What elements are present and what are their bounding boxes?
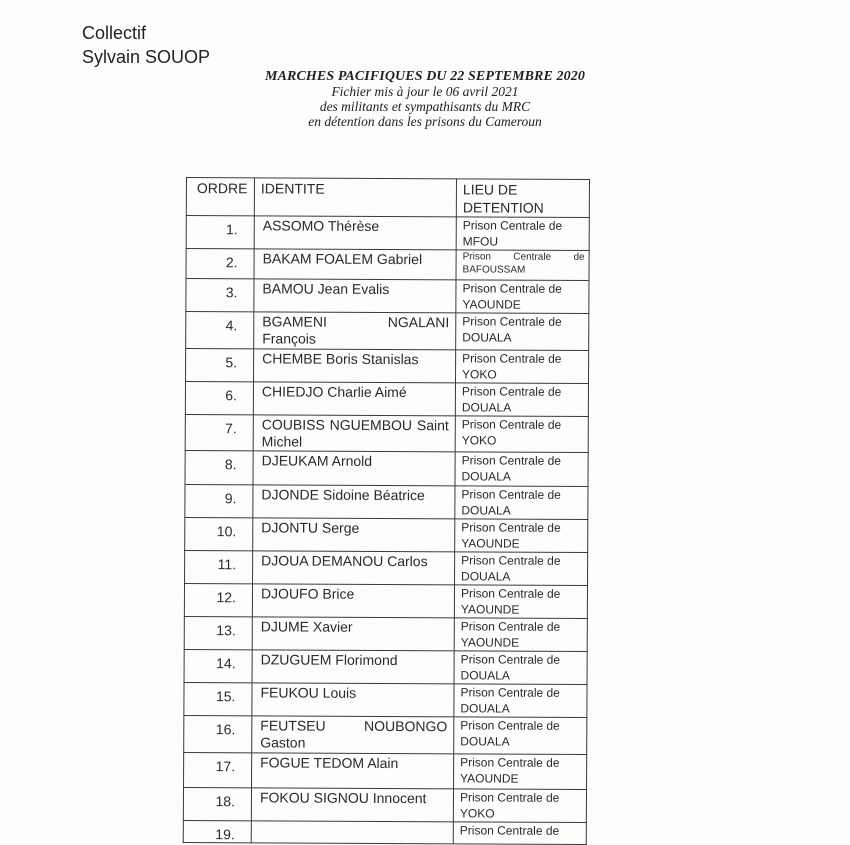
- row-order-number: 17.: [184, 752, 252, 787]
- row-order-number: 10.: [185, 517, 253, 550]
- row-identity: DZUGUEM Florimond: [252, 650, 454, 684]
- row-order-number: 6.: [185, 382, 253, 415]
- detention-prison-label: Prison Centrale de: [460, 755, 560, 770]
- row-detention-place: [456, 313, 589, 351]
- detention-prison-label: Prison Centrale de: [460, 652, 561, 667]
- row-order-number: 3.: [186, 279, 254, 312]
- row-order-number: 14.: [184, 649, 252, 682]
- heading-subject: des militants et sympathisants du MRC: [319, 99, 531, 114]
- row-order-number: 12.: [184, 583, 252, 616]
- document-heading: [230, 69, 620, 129]
- row-identity: COUBISS NGUEMBOU Saint Michel: [253, 415, 455, 452]
- org-line-collectif: Collectif: [82, 23, 147, 43]
- table-row: [185, 414, 588, 452]
- row-detention-place: [454, 585, 587, 619]
- detention-prison-label: Prison Centrale de: [460, 685, 560, 700]
- table-row: [186, 349, 589, 384]
- detention-city: BAFOUSSAM: [462, 264, 526, 276]
- detention-prison-label: Prison Centrale de: [461, 553, 561, 568]
- table-row: [186, 249, 589, 281]
- row-detention-place: [454, 717, 587, 755]
- row-identity: DJEUKAM Arnold: [253, 451, 455, 486]
- table-row: [185, 517, 588, 552]
- row-detention-place: [456, 250, 589, 281]
- detention-prison-label: Prison Centrale de: [460, 586, 561, 601]
- row-identity: BAKAM FOALEM Gabriel: [254, 249, 456, 280]
- detention-city: YOKO: [459, 805, 495, 821]
- detention-prison-label: Prison Centrale de: [460, 619, 561, 634]
- row-identity: DJONDE Sidoine Béatrice: [253, 485, 455, 519]
- heading-title: MARCHES PACIFIQUES DU 22 SEPTEMBRE 2020: [265, 69, 585, 84]
- detention-prison-label: Prison Centrale de: [462, 251, 585, 263]
- row-order-number: 8.: [185, 450, 253, 484]
- table-row: [183, 820, 586, 844]
- table-row: [186, 312, 589, 351]
- detention-city: YAOUNDE: [462, 296, 521, 312]
- detention-city: DOUALA: [460, 733, 510, 749]
- row-detention-place: [455, 416, 588, 453]
- row-detention-place: [455, 486, 588, 520]
- heading-scope: en détention dans les prisons du Cameroun: [308, 114, 542, 129]
- row-order-number: 4.: [186, 312, 254, 349]
- table-row: [185, 550, 588, 585]
- row-identity: FOGUE TEDOM Alain: [252, 753, 454, 789]
- detention-prison-label: Prison Centrale de: [461, 384, 562, 399]
- detention-city: DOUALA: [461, 502, 511, 518]
- detention-prison-label: Prison Centrale de: [462, 314, 562, 329]
- row-detention-place: [454, 684, 587, 718]
- detention-city: YAOUNDE: [460, 770, 519, 786]
- row-order-number: 9.: [185, 484, 253, 517]
- row-detention-place: [455, 383, 588, 417]
- row-order-number: 13.: [184, 616, 252, 649]
- detention-city: YAOUNDE: [461, 535, 520, 551]
- detention-prison-label: Prison Centrale de: [459, 790, 560, 805]
- row-identity: BAMOU Jean Evalis: [254, 279, 456, 313]
- row-order-number: 7.: [185, 414, 253, 450]
- organization-name: [82, 21, 210, 69]
- row-identity: FOKOU SIGNOU Innocent: [251, 788, 453, 822]
- detention-prison-label: Prison Centrale de: [461, 520, 561, 535]
- heading-update-date: Fichier mis à jour le 06 avril 2021: [331, 84, 519, 99]
- row-order-number: 16.: [184, 715, 252, 752]
- table-header-row: [186, 178, 589, 218]
- table-row: [184, 583, 587, 618]
- detention-city: YAOUNDE: [460, 634, 520, 650]
- row-detention-place: [453, 789, 586, 823]
- table-row: [184, 752, 587, 789]
- table-row: [185, 484, 588, 519]
- row-order-number: 1.: [186, 216, 254, 249]
- detention-prison-label: Prison Centrale de: [462, 218, 563, 233]
- detention-city: DOUALA: [460, 667, 510, 683]
- table-row: [186, 279, 589, 314]
- org-line-name: Sylvain SOUOP: [82, 47, 211, 67]
- row-identity: DJONTU Serge: [253, 518, 455, 552]
- table-row: [183, 787, 586, 822]
- detention-prison-label: Prison Centrale de: [460, 718, 560, 733]
- detention-city: DOUALA: [460, 700, 510, 716]
- table-row: [184, 682, 587, 717]
- detention-prison-label: Prison Centrale de: [462, 351, 562, 366]
- row-identity: FEUTSEU NOUBONGO Gaston: [252, 716, 454, 754]
- detention-city: DOUALA: [462, 329, 512, 345]
- row-identity: CHEMBE Boris Stanislas: [253, 349, 455, 383]
- table-row: [185, 382, 588, 417]
- row-identity: ASSOMO Thérèse: [254, 216, 456, 250]
- detention-city: DOUALA: [461, 399, 512, 415]
- row-detention-place: [455, 452, 588, 487]
- table-row: [184, 616, 587, 651]
- row-order-number: 15.: [184, 682, 252, 715]
- detention-prison-label: Prison Centrale de: [461, 487, 561, 502]
- row-order-number: 2.: [186, 249, 254, 279]
- detention-city: YOKO: [461, 432, 497, 448]
- detention-prison-label: Prison Centrale de: [461, 417, 562, 432]
- row-detention-place: [454, 754, 587, 790]
- row-detention-place: [454, 651, 587, 685]
- row-detention-place: [456, 280, 589, 314]
- detention-city: DOUALA: [461, 568, 511, 584]
- row-order-number: 5.: [186, 349, 254, 382]
- row-identity: DJOUA DEMANOU Carlos: [253, 551, 455, 585]
- table-row: [185, 450, 588, 486]
- row-order-number: 19.: [183, 820, 251, 842]
- detainees-table: [183, 177, 590, 845]
- row-detention-place: [455, 519, 588, 553]
- table-row: [184, 649, 587, 684]
- column-header-lieu: LIEU DE DETENTION: [456, 179, 589, 218]
- row-identity: CHIEDJO Charlie Aimé: [253, 382, 455, 416]
- detention-prison-label: Prison Centrale de: [461, 453, 562, 468]
- row-detention-place: [455, 350, 588, 384]
- table-row: [186, 216, 589, 251]
- detention-city: YOKO: [462, 366, 497, 382]
- row-order-number: 11.: [185, 550, 253, 583]
- row-identity: [251, 821, 453, 844]
- row-detention-place: [454, 618, 587, 652]
- detention-city: DOUALA: [461, 468, 511, 484]
- row-detention-place: [453, 822, 586, 845]
- table-row: [184, 715, 587, 754]
- row-identity: DJUME Xavier: [252, 617, 454, 651]
- row-detention-place: [455, 552, 588, 586]
- row-detention-place: [456, 217, 589, 251]
- column-header-ordre: ORDRE: [186, 178, 254, 216]
- detention-prison-label: Prison Centrale de: [462, 281, 562, 296]
- row-order-number: 18.: [183, 787, 251, 820]
- row-identity: FEUKOU Louis: [252, 683, 454, 717]
- detention-prison-label: Prison Centrale de: [459, 823, 560, 838]
- row-identity: DJOUFO Brice: [252, 584, 454, 618]
- detention-city: YAOUNDE: [460, 601, 520, 617]
- column-header-identite: IDENTITE: [254, 178, 456, 217]
- row-identity: BGAMENI NGALANI François: [254, 312, 456, 350]
- detention-city: MFOU: [462, 233, 499, 249]
